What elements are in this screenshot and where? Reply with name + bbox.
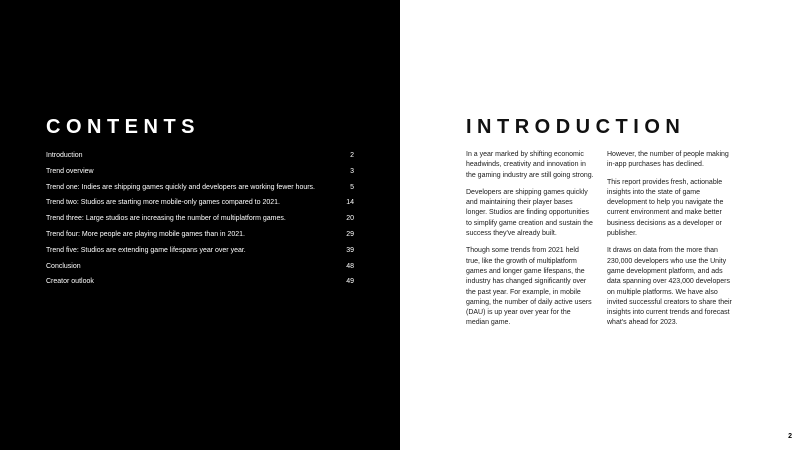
toc-item-title: Trend overview — [46, 167, 94, 175]
paragraph: This report provides fresh, actionable insights into the state of game development to help you navigate the current environment and make better business decisions as a developer or publisher. — [607, 178, 724, 238]
contents-heading: CONTENTS — [46, 116, 200, 138]
introduction-panel — [400, 0, 800, 450]
toc-item[interactable] — [46, 198, 354, 214]
toc-item-page: 5 — [350, 183, 354, 191]
paragraph: However, the number of people making in-app purchases has declined. — [607, 151, 729, 169]
toc-item-title: Trend one: Indies are shipping games quickly and developers are working fewer hours. — [46, 183, 316, 191]
toc-item[interactable] — [46, 183, 354, 199]
introduction-heading: INTRODUCTION — [466, 116, 686, 138]
toc-item-title: Trend two: Studios are starting more mobile-only games compared to 2021. — [46, 199, 280, 207]
toc-item-page: 2 — [350, 152, 354, 159]
toc-item-title: Introduction — [46, 152, 83, 159]
toc-item[interactable] — [46, 230, 354, 246]
toc-item[interactable] — [46, 262, 354, 278]
toc-item[interactable] — [46, 167, 354, 183]
paragraph: In a year marked by shifting economic headwinds, creativity and innovation in the gaming industry are still going strong. — [466, 151, 594, 179]
toc-item[interactable] — [46, 277, 354, 293]
introduction-column-right — [607, 150, 735, 336]
toc-item-page: 20 — [346, 215, 354, 223]
paragraph: It draws on data from the more than 230,000 developers who use the Unity game development platform, and ads data spanning over 423,000 developers on multiple platforms. We have also invited successful creators to share their insights into current trends and forecast what's ahead for 2023. — [607, 247, 732, 327]
toc-item-page: 3 — [350, 167, 354, 175]
toc-item-page: 49 — [346, 278, 354, 286]
contents-list — [46, 151, 354, 293]
toc-item-page: 48 — [346, 262, 354, 270]
toc-item-title: Trend five: Studios are extending game lifespans year over year. — [46, 246, 246, 254]
toc-item-title: Conclusion — [46, 262, 81, 270]
introduction-column-left — [466, 150, 594, 336]
page-number: 2 — [788, 433, 792, 440]
toc-item[interactable] — [46, 246, 354, 262]
toc-item-page: 39 — [346, 246, 354, 254]
paragraph: Developers are shipping games quickly and maintaining their player bases longer. Studios are finding opportunities to simplify game creation and sustain the success they've already built. — [466, 188, 593, 238]
toc-item-title: Trend four: More people are playing mobile games than in 2021. — [46, 230, 245, 238]
toc-item-page: 29 — [346, 230, 354, 238]
toc-item-title: Trend three: Large studios are increasing the number of multiplatform games. — [46, 215, 286, 223]
toc-item[interactable] — [46, 151, 354, 167]
toc-item-title: Creator outlook — [46, 278, 94, 286]
toc-item[interactable] — [46, 214, 354, 230]
paragraph: Though some trends from 2021 held true, like the growth of multiplatform games and longer game lifespans, the industry has changed significantly over the past year. For example, in mobile gaming, the number of daily active users (DAU) is up year over year for the median game. — [466, 247, 592, 327]
toc-item-page: 14 — [346, 199, 354, 207]
